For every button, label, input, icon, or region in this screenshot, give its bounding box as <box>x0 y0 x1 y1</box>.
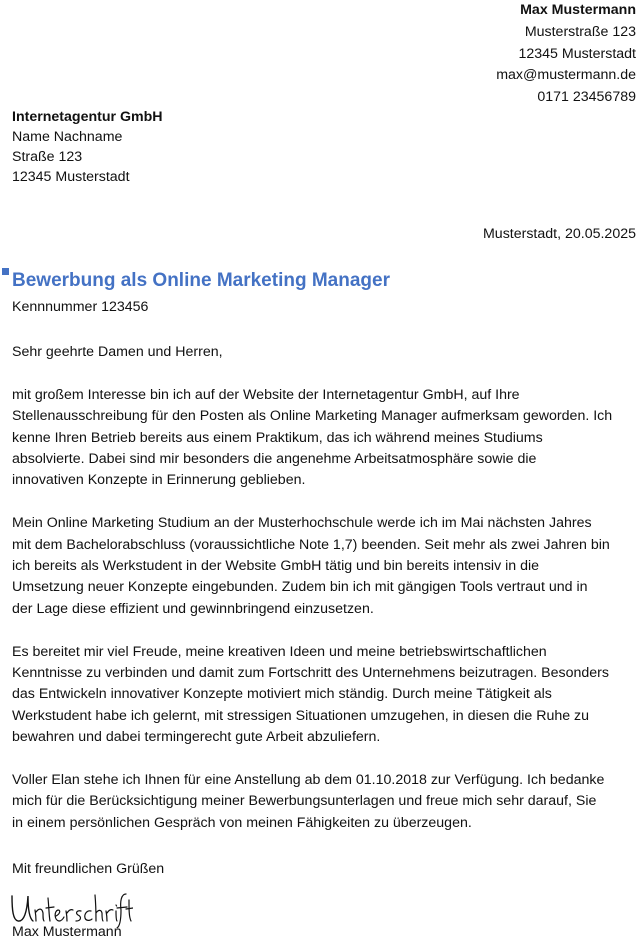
body-line: das Entwickeln innovativer Konzepte motiviert mich ständig. Durch meine Tätigkeit als <box>12 686 552 703</box>
sender-address <box>496 0 636 109</box>
body-line: ich bereits als Werkstudent in der Website GmbH tätig und bin bereits intensiv in die <box>12 558 540 575</box>
body-paragraph <box>12 770 637 834</box>
salutation: Sehr geehrte Damen und Herren, <box>12 344 223 360</box>
letter-subject: Bewerbung als Online Marketing Manager <box>12 270 390 291</box>
body-paragraph <box>12 642 637 749</box>
reference-number: Kennnummer 123456 <box>12 299 149 315</box>
recipient-city: 12345 Musterstadt <box>12 169 130 185</box>
closing-greeting: Mit freundlichen Grüßen <box>12 861 165 877</box>
body-line: Voller Elan stehe ich Ihnen für eine Anstellung ab dem 01.10.2018 zur Verfügung. Ich bedanke <box>12 772 605 789</box>
paragraph-marker-icon <box>2 268 9 275</box>
sender-name: Max Mustermann <box>520 2 636 18</box>
body-line: absolvierte. Dabei sind mir besonders die angenehme Arbeitsatmosphäre sowie die <box>12 451 537 468</box>
body-line: Mein Online Marketing Studium an der Musterhochschule werde ich im Mai nächsten Jahres <box>12 515 592 532</box>
letter-date: Musterstadt, 20.05.2025 <box>482 226 636 242</box>
body-line: Kenntnisse zu verbinden und damit zum Fortschritt des Unternehmens beizutragen. Besonders <box>12 665 609 682</box>
body-line: kenne Ihren Betrieb bereits aus einem Praktikum, das ich während meines Studiums <box>12 429 543 446</box>
sender-city: 12345 Musterstadt <box>518 45 636 62</box>
sender-email: max@mustermann.de <box>496 67 636 84</box>
body-paragraph <box>12 513 637 620</box>
signature-name: Max Mustermann <box>12 924 122 940</box>
body-paragraph <box>12 385 637 492</box>
recipient-address <box>12 107 163 187</box>
body-line: mit großem Interesse bin ich auf der Website der Internetagentur GmbH, auf Ihre <box>12 386 520 403</box>
body-line: Es bereitet mir viel Freude, meine kreativen Ideen und meine betriebswirtschaftlichen <box>12 643 547 660</box>
body-line: Stellenausschreibung für den Posten als Online Marketing Manager aufmerksam geworden. Ich <box>12 408 613 425</box>
letter-body <box>12 342 637 856</box>
body-line: mich für die Berücksichtigung meiner Bewerbungsunterlagen und freue mich sehr darauf, Sie <box>12 793 597 810</box>
sender-phone: 0171 23456789 <box>537 89 636 106</box>
body-line: innovativen Konzepte in Erinnerung geblieben. <box>12 472 306 489</box>
body-line: in einem persönlichen Gespräch von meinen Fähigkeiten zu überzeugen. <box>12 814 472 831</box>
sender-street: Musterstraße 123 <box>524 23 636 40</box>
body-line: mit dem Bachelorabschluss (voraussichtliche Note 1,7) beenden. Seit mehr als zwei Jahren bin <box>12 536 610 553</box>
body-line: Umsetzung neuer Konzepte eingebunden. Zudem bin ich mit gängigen Tools vertraut und in <box>12 579 588 596</box>
recipient-company: Internetagentur GmbH <box>12 109 163 125</box>
recipient-street: Straße 123 <box>12 149 83 165</box>
body-line: der Lage diese effizient und gewinnbringend einzusetzen. <box>12 600 374 617</box>
body-line: bewahren und dabei termingerecht gute Arbeit abzuliefern. <box>12 729 381 746</box>
body-line: Werkstudent habe ich gelernt, mit stressigen Situationen umzugehen, in diesen die Ruhe zu <box>12 707 590 724</box>
recipient-contact: Name Nachname <box>12 129 123 145</box>
handwritten-signature <box>8 880 133 930</box>
